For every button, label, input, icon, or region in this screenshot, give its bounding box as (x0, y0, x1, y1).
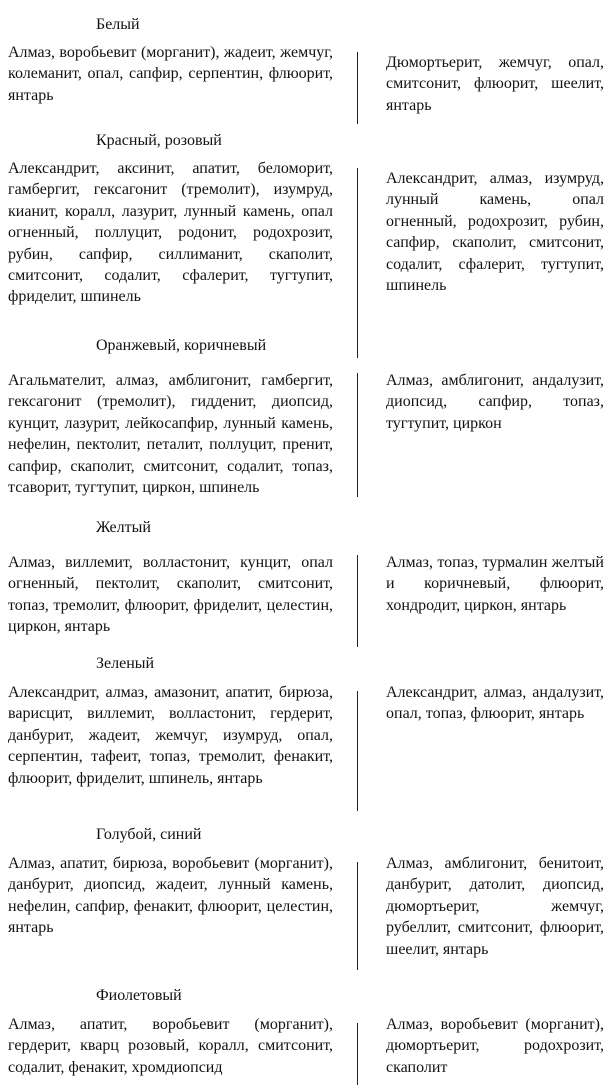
section-heading: Фиолетовый (96, 987, 182, 1004)
column-divider (357, 1023, 358, 1085)
section-heading: Белый (96, 16, 140, 33)
left-column-text: Агальмателит, алмаз, амблигонит, гамбергит, гексагонит (тремолит), гидденит, диопсид, кунцит, лазурит, лейкосапфир, лунный камень, нефелин, пектолит, петалит, поллуцит, пренит, сапфир, скаполит, смитсонит, содалит, топаз, тсаворит, тугтупит, циркон, шпинель (8, 372, 333, 497)
right-column-text: Алмаз, топаз, турмалин желтый и коричневый, флюорит, хондродит, циркон, янтарь (386, 554, 604, 614)
left-column-text: Алмаз, апатит, бирюза, воробьевит (морганит), данбурит, диопсид, жадеит, лунный камень, нефелин, сапфир, фенакит, флюорит, целестин, янтарь (8, 855, 333, 937)
left-column-text: Алмаз, апатит, воробьевит (морганит), гердерит, кварц розовый, коралл, смитсонит, содалит, фенакит, хромдиопсид (8, 1016, 333, 1076)
section-heading: Голубой, синий (96, 826, 202, 843)
right-column-text: Александрит, алмаз, изумруд, лунный камень, опал огненный, родохрозит, рубин, сапфир, скаполит, смитсонит, содалит, сфалерит, тугтупит, шпинель (386, 170, 604, 295)
right-column-text: Дюмортьерит, жемчуг, опал, смитсонит, флюорит, шеелит, янтарь (386, 54, 604, 114)
left-column-text: Алмаз, виллемит, волластонит, кунцит, опал огненный, пектолит, скаполит, смитсонит, топаз, тремолит, флюорит, фриделит, целестин, циркон, янтарь (8, 554, 333, 636)
column-divider (357, 373, 358, 497)
left-column-text: Александрит, аксинит, апатит, беломорит, гамбергит, гексагонит (тремолит), изумруд, кианит, коралл, лазурит, лунный камень, опал огненный, поллуцит, родонит, родохрозит, рубин, сапфир, силлиманит, скаполит, смитсонит, содалит, сфалерит, тугтупит, фриделит, шпинель (8, 160, 333, 306)
section-heading: Красный, розовый (96, 132, 222, 149)
column-divider (357, 691, 358, 811)
section-heading: Зеленый (96, 655, 155, 672)
right-column-text: Алмаз, воробьевит (морганит), дюмортьерит, родохрозит, скаполит (386, 1016, 604, 1076)
column-divider (357, 52, 358, 124)
section-heading: Оранжевый, коричневый (96, 337, 267, 354)
right-column-text: Алмаз, амблигонит, андалузит, диопсид, сапфир, топаз, тугтупит, циркон (386, 372, 604, 432)
left-column-text: Алмаз, воробьевит (морганит), жадеит, жемчуг, колеманит, опал, сапфир, серпентин, флюорит, янтарь (8, 44, 333, 104)
column-divider (357, 555, 358, 647)
right-column-text: Алмаз, амблигонит, бенитоит, данбурит, датолит, диопсид, дюмортьерит, жемчуг, рубеллит, смитсонит, флюорит, шеелит, янтарь (386, 855, 604, 958)
right-column-text: Александрит, алмаз, андалузит, опал, топаз, флюорит, янтарь (386, 684, 604, 723)
section-heading: Желтый (96, 519, 151, 536)
column-divider (357, 862, 358, 970)
left-column-text: Александрит, алмаз, амазонит, апатит, бирюза, варисцит, виллемит, волластонит, гердерит, данбурит, жадеит, жемчуг, изумруд, опал, серпентин, тафеит, топаз, тремолит, фенакит, флюорит, фриделит, шпинель, янтарь (8, 684, 333, 787)
column-divider (357, 168, 358, 358)
